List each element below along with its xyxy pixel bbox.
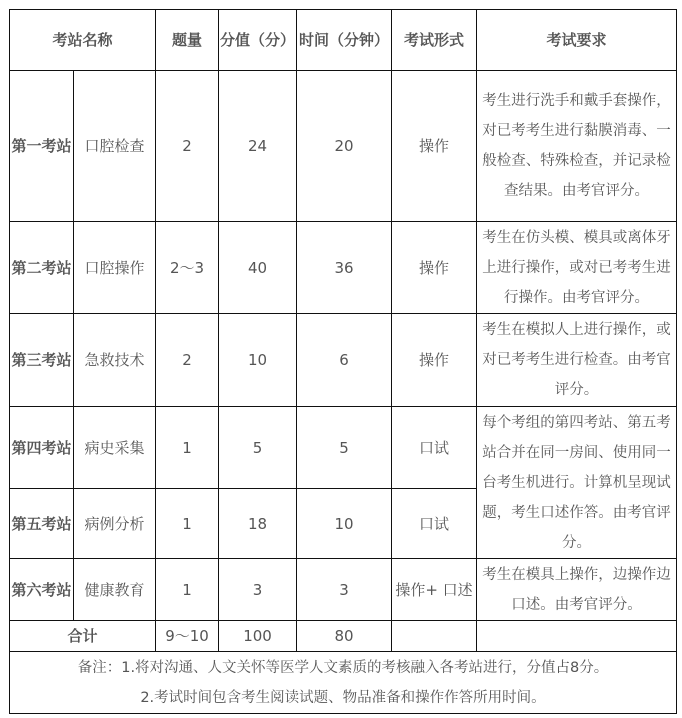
count-cell: 2 bbox=[156, 314, 219, 407]
header-station-name: 考站名称 bbox=[10, 10, 156, 71]
header-row bbox=[10, 10, 677, 71]
score-cell: 3 bbox=[219, 559, 297, 621]
table-row bbox=[10, 71, 677, 222]
format-cell: 操作 bbox=[392, 222, 477, 314]
requirement-cell: 考生在仿头模、模具或离体牙上进行操作，或对已考考生进行操作。由考官评分。 bbox=[477, 222, 677, 314]
time-cell: 3 bbox=[297, 559, 392, 621]
header-requirement: 考试要求 bbox=[477, 10, 677, 71]
count-cell: 2 bbox=[156, 71, 219, 222]
time-cell: 20 bbox=[297, 71, 392, 222]
total-format bbox=[392, 621, 477, 652]
format-cell: 口试 bbox=[392, 489, 477, 559]
station-label: 第五考站 bbox=[10, 489, 74, 559]
time-cell: 10 bbox=[297, 489, 392, 559]
header-format: 考试形式 bbox=[392, 10, 477, 71]
exam-stations-table bbox=[9, 9, 677, 714]
total-requirement bbox=[477, 621, 677, 652]
time-cell: 5 bbox=[297, 407, 392, 489]
total-label: 合计 bbox=[10, 621, 156, 652]
table-row bbox=[10, 407, 677, 489]
note-line-1: 备注：1.将对沟通、人文关怀等医学人文素质的考核融入各考站进行，分值占8分。 bbox=[77, 659, 609, 676]
count-cell: 1 bbox=[156, 559, 219, 621]
requirement-cell-merged: 每个考组的第四考站、第五考站合并在同一房间、使用同一台考生机进行。计算机呈现试题，考生口述作答。由考官评分。 bbox=[477, 407, 677, 559]
station-label: 第四考站 bbox=[10, 407, 74, 489]
requirement-cell: 考生在模拟人上进行操作，或对已考考生进行检查。由考官评分。 bbox=[477, 314, 677, 407]
station-label: 第一考站 bbox=[10, 71, 74, 222]
table-row bbox=[10, 559, 677, 621]
count-cell: 1 bbox=[156, 489, 219, 559]
subject-cell: 急救技术 bbox=[74, 314, 156, 407]
format-cell: 操作 bbox=[392, 71, 477, 222]
format-cell: 操作 bbox=[392, 314, 477, 407]
note-line-2: 2.考试时间包含考生阅读试题、物品准备和操作作答所用时间。 bbox=[140, 689, 546, 706]
subject-cell: 病例分析 bbox=[74, 489, 156, 559]
format-cell: 口试 bbox=[392, 407, 477, 489]
subject-cell: 病史采集 bbox=[74, 407, 156, 489]
table-row bbox=[10, 314, 677, 407]
requirement-cell: 考生进行洗手和戴手套操作，对已考考生进行黏膜消毒、一般检查、特殊检查，并记录检查结果。由考官评分。 bbox=[477, 71, 677, 222]
header-question-count: 题量 bbox=[156, 10, 219, 71]
time-cell: 6 bbox=[297, 314, 392, 407]
total-row bbox=[10, 621, 677, 652]
header-score: 分值（分） bbox=[219, 10, 297, 71]
table-row bbox=[10, 222, 677, 314]
notes-cell bbox=[10, 652, 677, 714]
subject-cell: 口腔检查 bbox=[74, 71, 156, 222]
total-time: 80 bbox=[297, 621, 392, 652]
time-cell: 36 bbox=[297, 222, 392, 314]
format-cell: 操作+ 口述 bbox=[392, 559, 477, 621]
subject-cell: 健康教育 bbox=[74, 559, 156, 621]
score-cell: 40 bbox=[219, 222, 297, 314]
station-label: 第六考站 bbox=[10, 559, 74, 621]
station-label: 第三考站 bbox=[10, 314, 74, 407]
total-count: 9～10 bbox=[156, 621, 219, 652]
score-cell: 24 bbox=[219, 71, 297, 222]
station-label: 第二考站 bbox=[10, 222, 74, 314]
notes-row bbox=[10, 652, 677, 714]
score-cell: 5 bbox=[219, 407, 297, 489]
score-cell: 18 bbox=[219, 489, 297, 559]
header-time: 时间（分钟） bbox=[297, 10, 392, 71]
requirement-cell: 考生在模具上操作，边操作边口述。由考官评分。 bbox=[477, 559, 677, 621]
subject-cell: 口腔操作 bbox=[74, 222, 156, 314]
score-cell: 10 bbox=[219, 314, 297, 407]
total-score: 100 bbox=[219, 621, 297, 652]
count-cell: 1 bbox=[156, 407, 219, 489]
count-cell: 2～3 bbox=[156, 222, 219, 314]
